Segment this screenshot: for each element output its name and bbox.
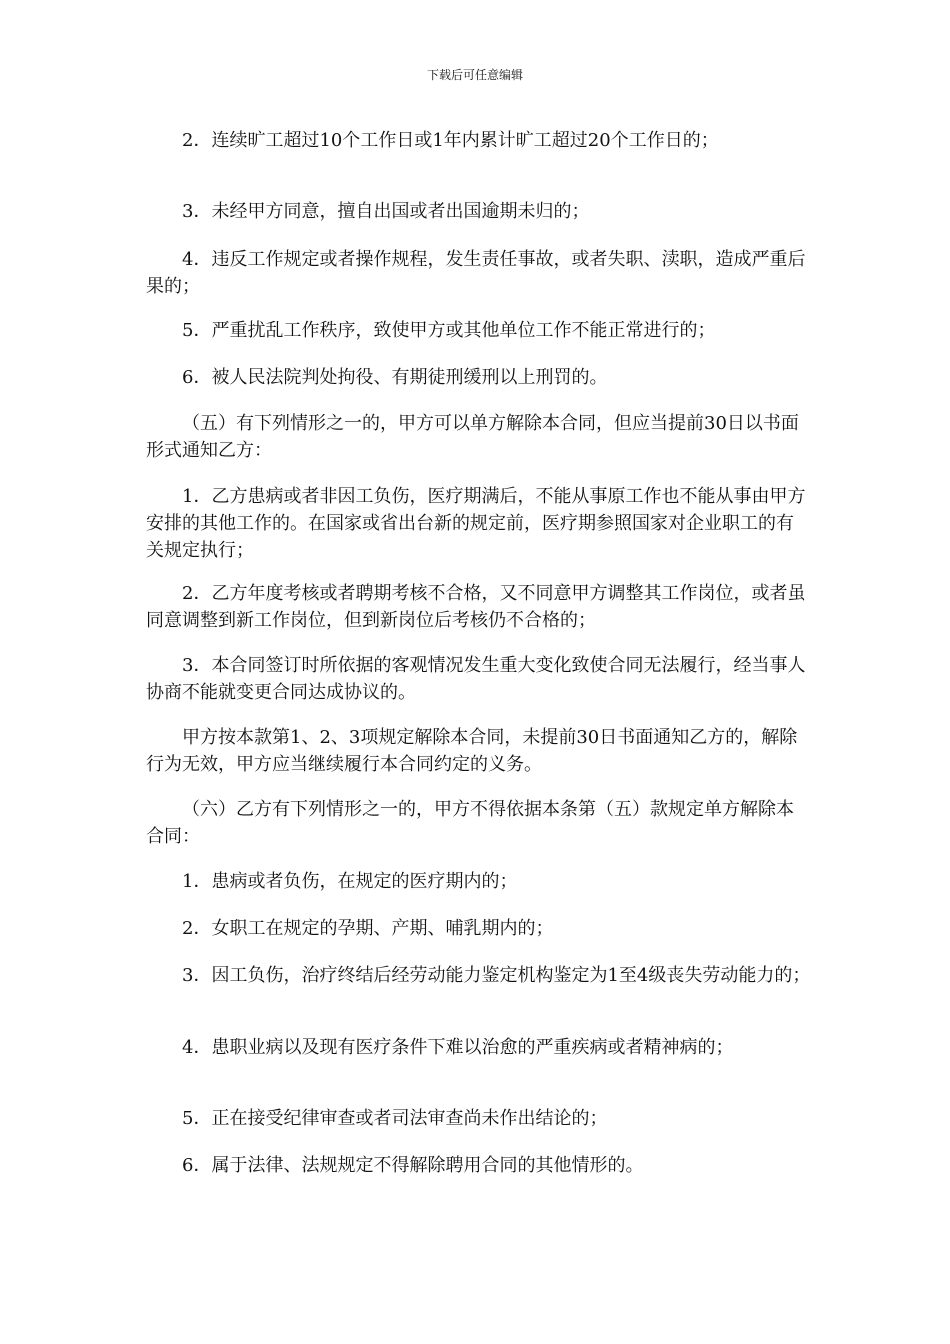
paragraph-clause-6-item-2: 2．女职工在规定的孕期、产期、哺乳期内的；: [182, 918, 554, 939]
paragraph-clause-5: （五）有下列情形之一的，甲方可以单方解除本合同，但应当提前30日以书面形式通知乙方：: [146, 413, 799, 461]
paragraph-item-2-absenteeism: 2．连续旷工超过10个工作日或1年内累计旷工超过20个工作日的；: [182, 130, 719, 151]
paragraph-item-3-abroad: 3．未经甲方同意，擅自出国或者出国逾期未归的；: [182, 201, 590, 222]
paragraph-clause-5-item-1: 1．乙方患病或者非因工负伤，医疗期满后，不能从事原工作也不能从事由甲方安排的其他工作的。在国家或省出台新的规定前，医疗期参照国家对企业职工的有关规定执行；: [146, 486, 806, 561]
paragraph-clause-5-item-3: 3．本合同签订时所依据的客观情况发生重大变化致使合同无法履行，经当事人协商不能就变更合同达成协议的。: [146, 655, 806, 703]
paragraph-clause-5-item-2: 2．乙方年度考核或者聘期考核不合格，又不同意甲方调整其工作岗位，或者虽同意调整到新工作岗位，但到新岗位后考核仍不合格的；: [146, 583, 806, 631]
paragraph-clause-6-item-5: 5．正在接受纪律审查或者司法审查尚未作出结论的；: [182, 1108, 608, 1129]
paragraph-clause-6-item-4: 4．患职业病以及现有医疗条件下难以治愈的严重疾病或者精神病的；: [182, 1037, 734, 1058]
paragraph-item-6-sentence: 6．被人民法院判处拘役、有期徒刑缓刑以上刑罚的。: [182, 367, 608, 388]
paragraph-clause-6: （六）乙方有下列情形之一的，甲方不得依据本条第（五）款规定单方解除本合同：: [146, 799, 794, 847]
paragraph-item-4-violation: 4．违反工作规定或者操作规程，发生责任事故，或者失职、渎职，造成严重后果的；: [146, 249, 806, 297]
paragraph-clause-6-item-6: 6．属于法律、法规规定不得解除聘用合同的其他情形的。: [182, 1155, 644, 1176]
paragraph-clause-6-item-3: 3．因工负伤，治疗终结后经劳动能力鉴定机构鉴定为1至4级丧失劳动能力的；: [182, 965, 811, 986]
header-note: 下载后可任意编辑: [426, 68, 523, 82]
paragraph-item-5-disruption: 5．严重扰乱工作秩序，致使甲方或其他单位工作不能正常进行的；: [182, 320, 716, 341]
paragraph-clause-5-note: 甲方按本款第1、2、3项规定解除本合同，未提前30日书面通知乙方的，解除行为无效，甲方应当继续履行本合同约定的义务。: [146, 727, 798, 775]
paragraph-clause-6-item-1: 1．患病或者负伤，在规定的医疗期内的；: [182, 871, 518, 892]
